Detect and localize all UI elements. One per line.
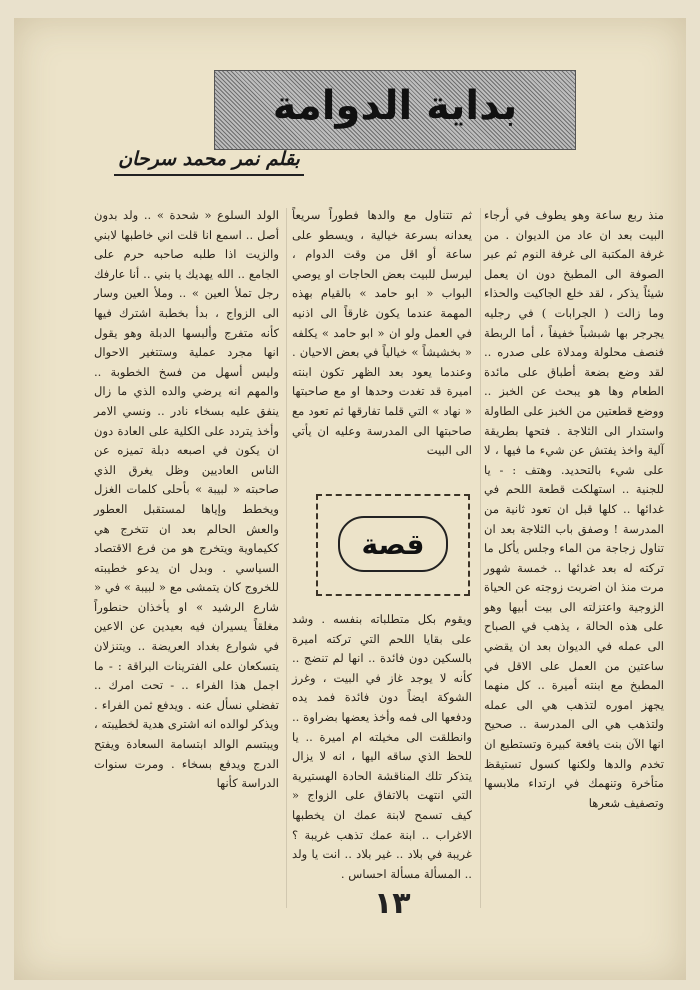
column-text: منذ ربع ساعة وهو يطوف في أرجاء البيت بعد ان عاد من الديوان . من غرفة المكتبة الى غرفة النوم ثم عبر الصوفة الى المطبخ دون ان يعمل شيئاً يذكر ، لقد خلع الجاكيت والحذاء وما زالت ( الجرابات ) في رجليه يجرجر بها شبشباً خفيفاً ، أما الربطة فنصف محلولة ومدلاة على صدره .. لقد وضع بضعة أطباق على مائدة الطعام وها هو يبحث عن الخبز .. ووضع قطعتين من الخبز على الطاولة واستدار الى الثلاجة . فتحها بطريقة آلية واخذ يفتش عن شيء ما فيها ، لا على شيء بالتحديد. وهتف : - يا للجنية .. استهلكت قطعة اللحم في غدائها .. كلها قبل ان تعود ثانية من المدرسة ! وصفق باب الثلاجة بعد ان تناول زجاجة من الماء وجلس يأكل ما تركته له بعد غدائها .. خمسة شهور مرت منذ ان اضربت زوجته عن الحياة الزوجية واعتزلته الى بيت أبيها وهو على هذه الحالة ، يذهب في الصباح الى عمله في الديوان بعد ان يقضي ساعتين من العمل على الاقل في المطبخ مع ابنته أميرة .. كل منهما يجهز اموره لتذهب هي الى عمله ولتذهب هي الى المدرسة .. صحيح انها الآن بنت يافعة كبيرة وتستطيع ان تخدم والدها ولكنها كسول تستيقظ متأخرة وتنهمك في ارتداء ملابسها وتصفيف شعرها — [484, 208, 664, 810]
section-label: قصة — [338, 516, 448, 572]
story-label-box — [316, 494, 470, 596]
column-divider — [286, 208, 287, 908]
title-banner — [214, 70, 576, 150]
article-column-2 — [292, 206, 472, 461]
magazine-page — [14, 18, 686, 980]
author-byline: بقلم نمر محمد سرحان — [114, 148, 304, 176]
article-column-3 — [94, 206, 279, 794]
column-divider — [480, 208, 481, 908]
column-text: الولد السلوع « شحدة » .. ولد بدون أصل .. اسمع انا قلت اني خاطبها لابني والزيت اذا طلبه صاحبه حرم على الجامع .. الله يهديك يا بني .. أنا عارفك رجل تملأ العين » .. وملأ العين وسار الى الزواج ، بدأ بخطبة اشترك فيها كأنه متفرج وألبسها الدبلة وهو يقول انها مجرد عملية وستتغير الاحوال وليس أسهل من فسخ الخطوبة .. والمهم انه يرضي والده الذي ما زال ينفق عليه بسخاء نادر .. ونسي الامر وأخذ يتردد على الكلية على العادة دون ان يكون في اصبعه دبلة تميزه عن الناس العاديين وظل يغرق الذي صاحبته « لبيبة » بأحلى كلمات الغزل ويخطط وإياها لمستقبل العطور والعش الحالم بعد ان تتخرج هي ككيماوية ويتخرج هو من فرع الاقتصاد السياسي . وبدل ان يدعو خطيبته للخروج كان يتمشى مع « لبيبة » في « شارع الرشيد » او يأخذان حنطوراً مغلقاً يسيران فيه بعيدين عن الاعين في شوارع بغداد العريضة .. ويتنزلان يتسكعان على الفترينات البراقة : - ما اجمل هذا الفراء .. - تحت امرك .. تفضلي نسأل عنه . ويدفع ثمن الفراء . ويذكر لوالده انه اشترى هدية لخطيبته ، ويبتسم الوالد ابتسامة السعادة ويفتح الدرج ويدفع بسخاء . ومرت سنوات الدراسة كأنها — [94, 208, 279, 791]
article-title: بداية الدوامة — [272, 83, 518, 129]
page-number: ١٣ — [374, 886, 411, 921]
article-column-2-continued — [292, 610, 472, 884]
article-column-1 — [484, 206, 664, 813]
column-text: ثم تتناول مع والدها فطوراً سريعاً يعدانه بسرعة خيالية ، ويسطو على ساعة أو اقل من وقت الدوام ، ليرسل للبيت بعض الحاجات او يوصي البواب « ابو حامد » بالقيام بهذه المهمة عندما يكون غارقاً الى اذنيه في العمل ولو ان « ابو حامد » يكلفه « بخشيشاً » خيالياً في بعض الاحيان . وعندما يعود بعد الظهر تكون ابنته اميرة قد تغدت وحدها او مع صاحبتها « نهاد » التي قلما تفارقها ثم تعود مع صاحبتها الى المدرسة وعليه ان يأتي الى البيت — [292, 208, 472, 458]
column-text: ويقوم بكل متطلباته بنفسه . وشد على بقايا اللحم التي تركته اميرة بالسكين دون فائدة .. انها لم تنضج .. كأنه لا يوجد غاز في البيت ، وغرز الشوكة ايضاً دون فائدة فمد يده ودفعها الى فمه وأخذ يعضها بضراوة .. وانطلقت الى مخيلته ام اميرة .. يا للحظ الذي ساقه اليها ، انه لا يزال يتذكر تلك المناقشة الحادة الهستيرية التي انتهت بالاتفاق على الزواج « كيف تسمح لابنة عمك ان يخطبها الاغراب .. ابنة عمك تذهب غريبة ؟ غريبة في بلاد .. غير بلاد .. انت يا ولد .. المسألة مسألة احساس . — [292, 612, 472, 881]
